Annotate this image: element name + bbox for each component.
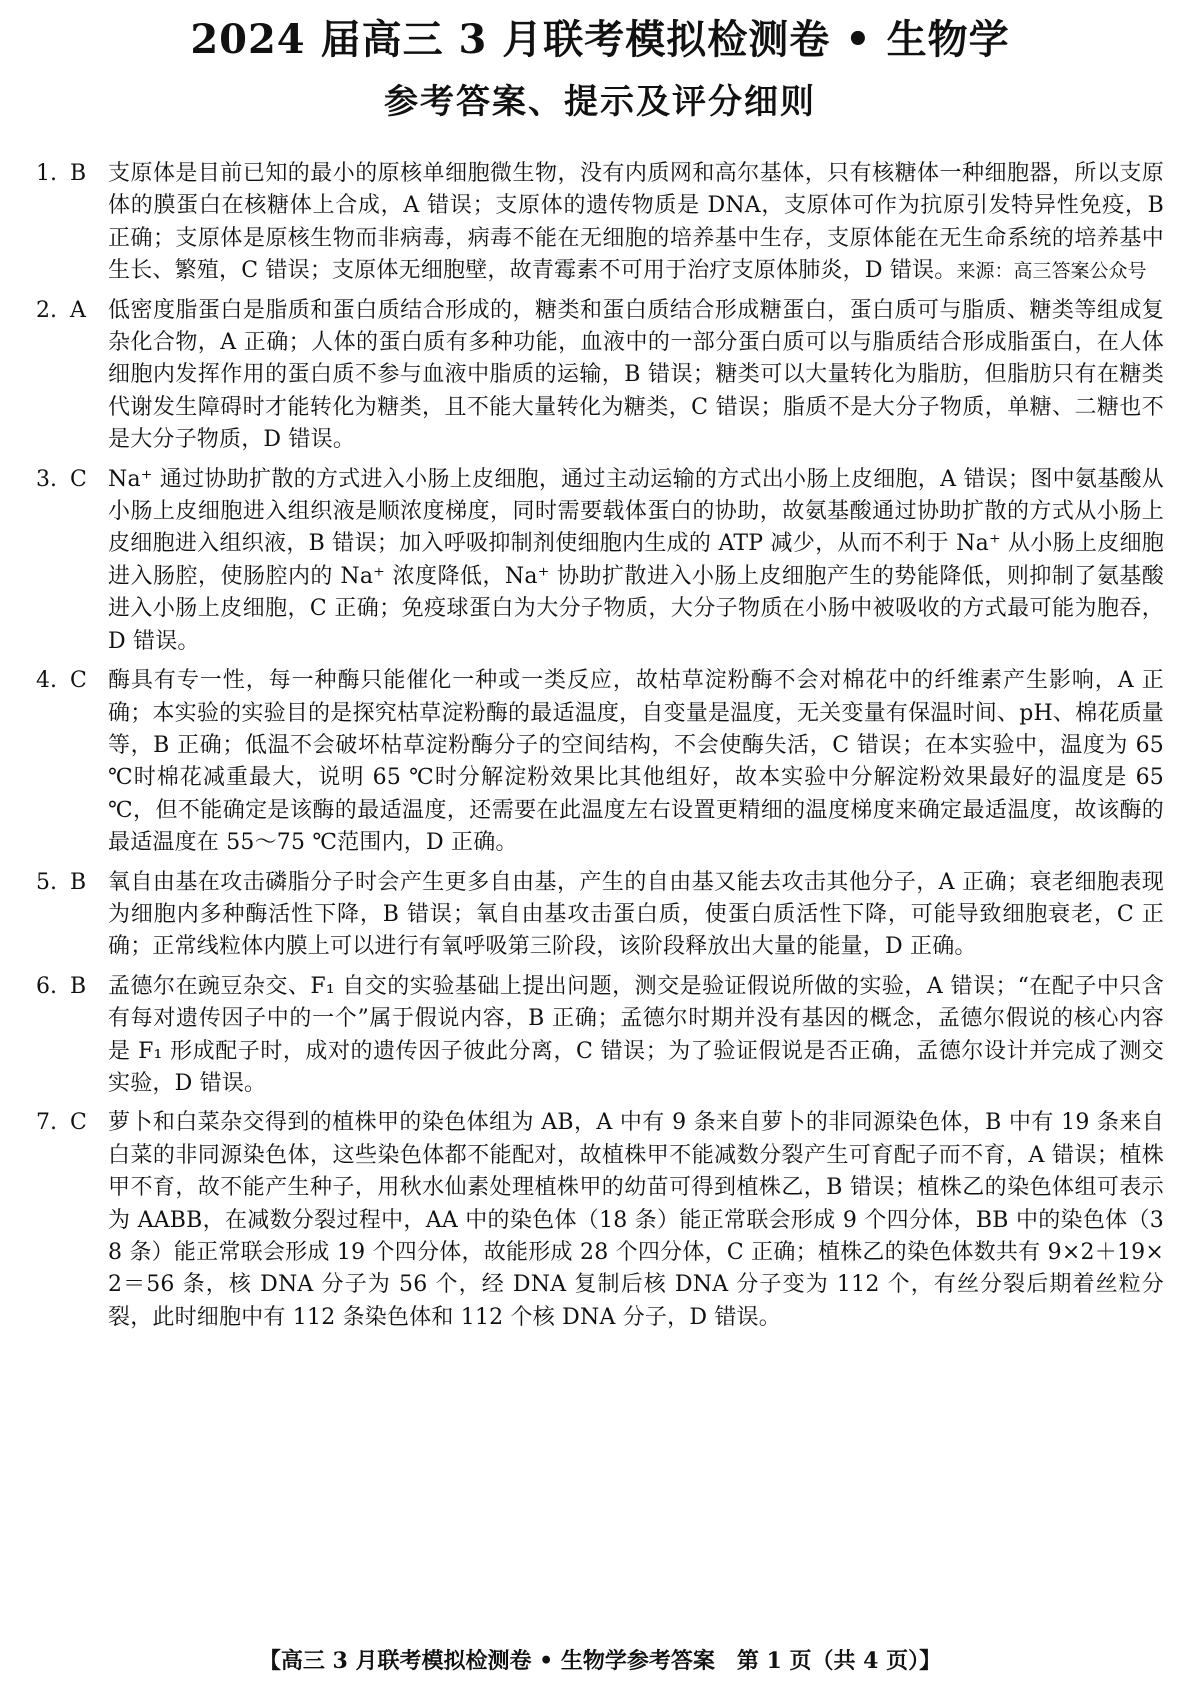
- answer-head: [36, 158, 108, 190]
- answer-explanation: 低密度脂蛋白是脂质和蛋白质结合形成的，糖类和蛋白质结合形成糖蛋白，蛋白质可与脂质、糖类等组成复杂化合物，A 正确；人体的蛋白质有多种功能，血液中的一部分蛋白质可以与脂质结合形成脂蛋白，在人体细胞内发挥作用的蛋白质不参与血液中脂质的运输，B 错误；糖类可以大量转化为脂肪，但脂肪只有在糖类代谢发生障碍时才能转化为糖类，且不能大量转化为糖类，C 错误；脂质不是大分子物质，单糖、二糖也不是大分子物质，D 错误。: [108, 297, 1164, 453]
- answer-item-1: [36, 158, 1164, 288]
- question-number: 6.: [36, 973, 57, 999]
- answer-choice: B: [70, 869, 87, 895]
- answer-list: [36, 158, 1164, 1341]
- answer-explanation: [108, 158, 1164, 288]
- answer-head: [36, 867, 108, 899]
- answer-explanation: 酶具有专一性，每一种酶只能催化一种或一类反应，故枯草淀粉酶不会对棉花中的纤维素产生影响，A 正确；本实验的实验目的是探究枯草淀粉酶的最适温度，自变量是温度，无关变量有保温时间、pH、棉花质量等，B 正确；低温不会破坏枯草淀粉酶分子的空间结构，不会使酶失活，C 错误；在本实验中，温度为 65 ℃时棉花减重最大，说明 65 ℃时分解淀粉效果比其他组好，故本实验中分解淀粉效果最好的温度是 65 ℃，但不能确定是该酶的最适温度，还需要在此温度左右设置更精细的温度梯度来确定最适温度，故该酶的最适温度在 55～75 ℃范围内，D 正确。: [108, 668, 1164, 856]
- answer-choice: B: [70, 161, 87, 186]
- answer-explanation: 萝卜和白菜杂交得到的植株甲的染色体组为 AB，A 中有 9 条来自萝卜的非同源染色体，B 中有 19 条来自白菜的非同源染色体，这些染色体都不能配对，故植株甲不能减数分裂产生可育配子而不育，A 错误；植株甲不育，故不能产生种子，用秋水仙素处理植株甲的幼苗可得到植株乙，B 错误；植株乙的染色体组可表示为 AABB，在减数分裂过程中，AA 中的染色体（18 条）能正常联会形成 9 个四分体，BB 中的染色体（38 条）能正常联会形成 19 个四分体，故能形成 28 个四分体，C 正确；植株乙的染色体数共有 9×2＋19×2＝56 条，核 DNA 分子为 56 个，经 DNA 复制后核 DNA 分子变为 112 个，有丝分裂后期着丝粒分裂，此时细胞中有 112 条染色体和 112 个核 DNA 分子，D 错误。: [108, 1110, 1164, 1330]
- question-number: 1.: [36, 161, 57, 186]
- answer-head: [36, 464, 108, 496]
- answer-choice: C: [70, 668, 87, 694]
- answer-item-2: [36, 295, 1164, 457]
- answer-head: [36, 971, 108, 1003]
- question-number: 5.: [36, 869, 57, 895]
- explanation-text: 支原体是目前已知的最小的原核单细胞微生物，没有内质网和高尔基体，只有核糖体一种细胞器，所以支原体的膜蛋白在核糖体上合成，A 错误；支原体的遗传物质是 DNA，支原体可作为抗原引发特异性免疫，B 正确；支原体是原核生物而非病毒，病毒不能在无细胞的培养基中生存，支原体能在无生命系统的培养基中生长、繁殖，C 错误；支原体无细胞壁，故青霉素不可用于治疗支原体肺炎，D 错误。: [108, 161, 1164, 284]
- question-number: 2.: [36, 297, 57, 323]
- answer-head: [36, 665, 108, 697]
- answer-item-3: [36, 464, 1164, 658]
- source-note: 来源：高三答案公众号: [956, 260, 1147, 283]
- question-number: 3.: [36, 466, 57, 492]
- question-number: 4.: [36, 668, 57, 694]
- answer-explanation: 氧自由基在攻击磷脂分子时会产生更多自由基，产生的自由基又能去攻击其他分子，A 正确；衰老细胞表现为细胞内多种酶活性下降，B 错误；氧自由基攻击蛋白质，使蛋白质活性下降，可能导致细胞衰老，C 正确；正常线粒体内膜上可以进行有氧呼吸第三阶段，该阶段释放出大量的能量，D 正确。: [108, 869, 1164, 960]
- answer-item-5: [36, 867, 1164, 964]
- answer-choice: C: [70, 1110, 87, 1136]
- answer-choice: B: [70, 973, 87, 999]
- answer-head: [36, 295, 108, 327]
- answer-explanation: 孟德尔在豌豆杂交、F₁ 自交的实验基础上提出问题，测交是验证假说所做的实验，A 错误；“在配子中只含有每对遗传因子中的一个”属于假说内容，B 正确；孟德尔时期并没有基因的概念，孟德尔假说的核心内容是 F₁ 形成配子时，成对的遗传因子彼此分离，C 错误；为了验证假说是否正确，孟德尔设计并完成了测交实验，D 错误。: [108, 973, 1164, 1096]
- answer-head: [36, 1107, 108, 1139]
- answer-explanation: Na⁺ 通过协助扩散的方式进入小肠上皮细胞，通过主动运输的方式出小肠上皮细胞，A 错误；图中氨基酸从小肠上皮细胞进入组织液是顺浓度梯度，同时需要载体蛋白的协助，故氨基酸通过协助扩散的方式从小肠上皮细胞进入组织液，B 错误；加入呼吸抑制剂使细胞内生成的 ATP 减少，从而不利于 Na⁺ 从小肠上皮细胞进入肠腔，使肠腔内的 Na⁺ 浓度降低，Na⁺ 协助扩散进入小肠上皮细胞产生的势能降低，则抑制了氨基酸进入小肠上皮细胞，C 正确；免疫球蛋白为大分子物质，大分子物质在小肠中被吸收的方式最可能为胞吞，D 错误。: [108, 466, 1164, 654]
- page-title: 2024 届高三 3 月联考模拟检测卷 • 生物学: [190, 16, 1010, 63]
- page-footer: 【高三 3 月联考模拟检测卷 • 生物学参考答案 第 1 页（共 4 页）】: [258, 1648, 942, 1674]
- answer-item-6: [36, 971, 1164, 1101]
- answer-item-7: [36, 1107, 1164, 1334]
- question-number: 7.: [36, 1110, 57, 1136]
- answer-choice: A: [70, 297, 86, 323]
- answer-item-4: [36, 665, 1164, 859]
- page-subtitle: 参考答案、提示及评分细则: [384, 82, 816, 122]
- answer-choice: C: [70, 466, 87, 492]
